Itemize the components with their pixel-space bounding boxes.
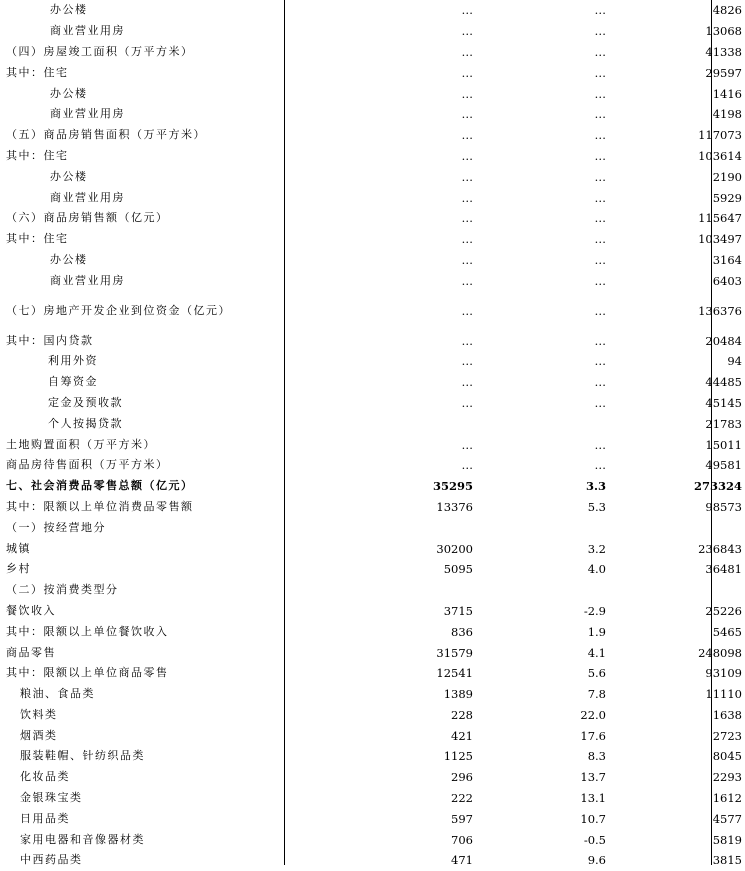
value-current-month: 421 <box>451 728 473 743</box>
growth-current-month: 4.0 <box>587 562 606 577</box>
value-current-month: … <box>461 148 473 163</box>
row-label: 城镇 <box>6 541 31 555</box>
value-cumulative: 1638 <box>712 707 742 722</box>
table-row <box>0 413 745 434</box>
value-current-month: 30200 <box>436 541 473 556</box>
table-row <box>0 104 745 125</box>
value-cumulative: 1416 <box>712 86 742 101</box>
row-label: 办公楼 <box>50 169 88 183</box>
table-row <box>0 559 745 580</box>
growth-current-month <box>476 413 610 434</box>
row-label: 商业营业用房 <box>50 273 125 287</box>
growth-current-month: … <box>594 128 606 143</box>
value-current-month: … <box>461 169 473 184</box>
table-row <box>0 642 745 663</box>
value-cumulative: 20484 <box>705 333 742 348</box>
row-label: 利用外资 <box>48 354 98 368</box>
table-row <box>0 746 745 767</box>
row-label: 其中：住宅 <box>6 232 69 246</box>
growth-current-month: … <box>594 437 606 452</box>
row-label: 其中：限额以上单位餐饮收入 <box>6 624 169 638</box>
row-label: 饮料类 <box>20 707 58 721</box>
value-cumulative: 2190 <box>712 169 742 184</box>
growth-current-month: 4.1 <box>587 645 606 660</box>
growth-current-month: … <box>594 354 606 369</box>
value-cumulative <box>610 517 745 538</box>
row-label: 家用电器和音像器材类 <box>20 832 145 846</box>
value-cumulative: 117073 <box>698 128 742 143</box>
table-row <box>0 476 745 497</box>
value-cumulative: 4577 <box>712 811 742 826</box>
table-row <box>0 788 745 809</box>
table-row <box>0 229 745 250</box>
value-current-month: … <box>461 128 473 143</box>
value-cumulative: 41338 <box>705 44 742 59</box>
row-label: 商业营业用房 <box>50 107 125 121</box>
value-cumulative: 8045 <box>712 749 742 764</box>
table-row <box>0 850 745 871</box>
value-current-month: … <box>461 354 473 369</box>
value-cumulative: 3164 <box>712 252 742 267</box>
row-label: 服装鞋帽、针纺织品类 <box>20 749 145 763</box>
growth-current-month <box>476 517 610 538</box>
growth-current-month: 10.7 <box>580 811 606 826</box>
row-label: 七、社会消费品零售总额（亿元） <box>6 479 194 493</box>
value-cumulative <box>610 580 745 601</box>
row-label: 定金及预收款 <box>48 395 123 409</box>
growth-current-month: … <box>594 375 606 390</box>
growth-current-month: 5.6 <box>587 666 606 681</box>
row-label: 餐饮收入 <box>6 603 56 617</box>
growth-current-month: … <box>594 65 606 80</box>
growth-current-month: 5.3 <box>587 499 606 514</box>
value-cumulative: 115647 <box>698 211 742 226</box>
growth-current-month: … <box>594 252 606 267</box>
table-row <box>0 291 745 330</box>
growth-current-month: 13.7 <box>580 770 606 785</box>
table-row <box>0 808 745 829</box>
row-label: 其中：住宅 <box>6 65 69 79</box>
table-row <box>0 601 745 622</box>
row-label: 金银珠宝类 <box>20 791 83 805</box>
table-row <box>0 434 745 455</box>
row-label: 自筹资金 <box>48 375 98 389</box>
row-label: （四）房屋竣工面积（万平方米） <box>6 44 194 58</box>
value-cumulative: 5465 <box>712 624 742 639</box>
value-cumulative: 5929 <box>712 190 742 205</box>
value-current-month: 228 <box>451 707 473 722</box>
table-row <box>0 42 745 63</box>
value-cumulative: 94 <box>727 354 742 369</box>
value-current-month: 31579 <box>436 645 473 660</box>
growth-current-month: 3.2 <box>587 541 606 556</box>
table-row <box>0 497 745 518</box>
value-current-month: 35295 <box>432 479 473 494</box>
row-label: 其中：限额以上单位消费品零售额 <box>6 499 194 513</box>
value-current-month: … <box>461 3 473 18</box>
value-cumulative: 248098 <box>698 645 742 660</box>
row-label: 乡村 <box>6 562 31 576</box>
growth-current-month: … <box>594 86 606 101</box>
value-current-month: 836 <box>451 624 473 639</box>
value-current-month: 706 <box>451 832 473 847</box>
growth-current-month: 13.1 <box>580 791 606 806</box>
value-current-month: … <box>461 107 473 122</box>
growth-current-month <box>476 580 610 601</box>
value-current-month: 5095 <box>443 562 473 577</box>
growth-current-month: … <box>594 107 606 122</box>
table-row <box>0 208 745 229</box>
value-cumulative: 15011 <box>705 437 742 452</box>
value-current-month: … <box>461 65 473 80</box>
row-label: （五）商品房销售面积（万平方米） <box>6 128 206 142</box>
value-current-month: … <box>461 232 473 247</box>
value-cumulative: 49581 <box>705 458 742 473</box>
table-row <box>0 393 745 414</box>
value-current-month: … <box>461 211 473 226</box>
growth-current-month: 7.8 <box>587 687 606 702</box>
row-label: 商品零售 <box>6 645 56 659</box>
value-current-month: … <box>461 252 473 267</box>
table-row <box>0 663 745 684</box>
table-row <box>0 146 745 167</box>
value-current-month: 296 <box>451 770 473 785</box>
table-row <box>0 829 745 850</box>
value-current-month: … <box>461 190 473 205</box>
value-current-month: … <box>461 458 473 473</box>
table-row <box>0 725 745 746</box>
growth-current-month: … <box>594 232 606 247</box>
value-current-month <box>335 413 476 434</box>
row-label: 烟酒类 <box>20 728 58 742</box>
value-cumulative: 4198 <box>712 107 742 122</box>
growth-current-month: … <box>594 169 606 184</box>
table-row <box>0 684 745 705</box>
value-current-month: … <box>461 273 473 288</box>
value-current-month: 222 <box>451 791 473 806</box>
growth-current-month: … <box>594 24 606 39</box>
value-current-month <box>335 517 476 538</box>
row-label: 其中：住宅 <box>6 148 69 162</box>
value-cumulative: 11110 <box>705 687 742 702</box>
value-cumulative: 236843 <box>698 541 742 556</box>
growth-current-month: 3.3 <box>585 479 606 494</box>
value-current-month: … <box>461 333 473 348</box>
table-row <box>0 455 745 476</box>
growth-current-month: 22.0 <box>580 707 606 722</box>
value-cumulative: 21783 <box>705 416 742 431</box>
row-label: 其中：国内贷款 <box>6 333 94 347</box>
row-label: 商业营业用房 <box>50 24 125 38</box>
row-label: 粮油、食品类 <box>20 687 95 701</box>
growth-current-month: … <box>594 333 606 348</box>
value-current-month: 1389 <box>443 687 473 702</box>
growth-current-month: … <box>594 3 606 18</box>
value-cumulative: 98573 <box>705 499 742 514</box>
value-cumulative: 45145 <box>705 395 742 410</box>
row-label: 商品房待售面积（万平方米） <box>6 458 169 472</box>
value-current-month: 3715 <box>443 603 473 618</box>
row-label: （七）房地产开发企业到位资金（亿元） <box>6 304 231 318</box>
value-cumulative: 103497 <box>698 232 742 247</box>
growth-current-month: -2.9 <box>583 603 606 618</box>
growth-current-month: … <box>594 148 606 163</box>
table-row <box>0 270 745 291</box>
value-current-month: 12541 <box>436 666 473 681</box>
row-label: （二）按消费类型分 <box>6 583 119 597</box>
table-row <box>0 250 745 271</box>
value-current-month: … <box>461 86 473 101</box>
growth-current-month: … <box>594 273 606 288</box>
value-cumulative: 93109 <box>705 666 742 681</box>
table-row <box>0 621 745 642</box>
value-cumulative: 1612 <box>712 791 742 806</box>
value-current-month: … <box>461 395 473 410</box>
value-cumulative: 44485 <box>705 375 742 390</box>
growth-current-month: … <box>594 458 606 473</box>
growth-current-month: … <box>594 211 606 226</box>
row-label: （一）按经营地分 <box>6 520 106 534</box>
row-label: 商业营业用房 <box>50 190 125 204</box>
table-row <box>0 0 745 21</box>
table-row <box>0 705 745 726</box>
value-current-month: … <box>461 24 473 39</box>
value-cumulative: 36481 <box>705 562 742 577</box>
growth-current-month: -0.5 <box>583 832 606 847</box>
row-label: 日用品类 <box>20 811 70 825</box>
growth-current-month: 8.3 <box>587 749 606 764</box>
table-row <box>0 166 745 187</box>
row-label: （六）商品房销售额（亿元） <box>6 211 169 225</box>
table-row <box>0 330 745 351</box>
growth-current-month: 17.6 <box>580 728 606 743</box>
value-cumulative: 136376 <box>698 303 742 318</box>
value-cumulative: 2723 <box>712 728 742 743</box>
value-current-month: … <box>461 375 473 390</box>
growth-current-month: … <box>594 44 606 59</box>
value-cumulative: 13068 <box>705 24 742 39</box>
table-row <box>0 187 745 208</box>
value-cumulative: 103614 <box>698 148 742 163</box>
table-row <box>0 580 745 601</box>
row-label: 其中：限额以上单位商品零售 <box>6 666 169 680</box>
row-label: 个人按揭贷款 <box>48 416 123 430</box>
value-cumulative: 273324 <box>693 479 742 494</box>
value-cumulative: 29597 <box>705 65 742 80</box>
row-label: 办公楼 <box>50 86 88 100</box>
value-current-month: … <box>461 437 473 452</box>
growth-current-month: … <box>594 190 606 205</box>
growth-current-month: 1.9 <box>587 624 606 639</box>
row-label: 中西药品类 <box>20 853 83 867</box>
growth-current-month: … <box>594 303 606 318</box>
value-cumulative: 4826 <box>712 3 742 18</box>
value-current-month: 13376 <box>436 499 473 514</box>
table-row <box>0 62 745 83</box>
value-current-month: … <box>461 303 473 318</box>
value-cumulative: 5819 <box>712 832 742 847</box>
value-current-month <box>335 580 476 601</box>
table-row <box>0 83 745 104</box>
value-current-month: 597 <box>451 811 473 826</box>
table-row <box>0 125 745 146</box>
table-row <box>0 372 745 393</box>
table-row <box>0 351 745 372</box>
table-row <box>0 21 745 42</box>
row-label: 办公楼 <box>50 252 88 266</box>
table-row <box>0 517 745 538</box>
value-cumulative: 6403 <box>712 273 742 288</box>
growth-current-month: … <box>594 395 606 410</box>
table-row <box>0 538 745 559</box>
value-cumulative: 2293 <box>712 770 742 785</box>
table-row <box>0 767 745 788</box>
row-label: 土地购置面积（万平方米） <box>6 437 156 451</box>
value-cumulative: 3815 <box>712 853 742 868</box>
value-current-month: … <box>461 44 473 59</box>
row-label: 化妆品类 <box>20 770 70 784</box>
growth-current-month: 9.6 <box>587 853 606 868</box>
value-current-month: 471 <box>451 853 473 868</box>
value-current-month: 1125 <box>443 749 473 764</box>
row-label: 办公楼 <box>50 3 88 17</box>
value-cumulative: 25226 <box>705 603 742 618</box>
